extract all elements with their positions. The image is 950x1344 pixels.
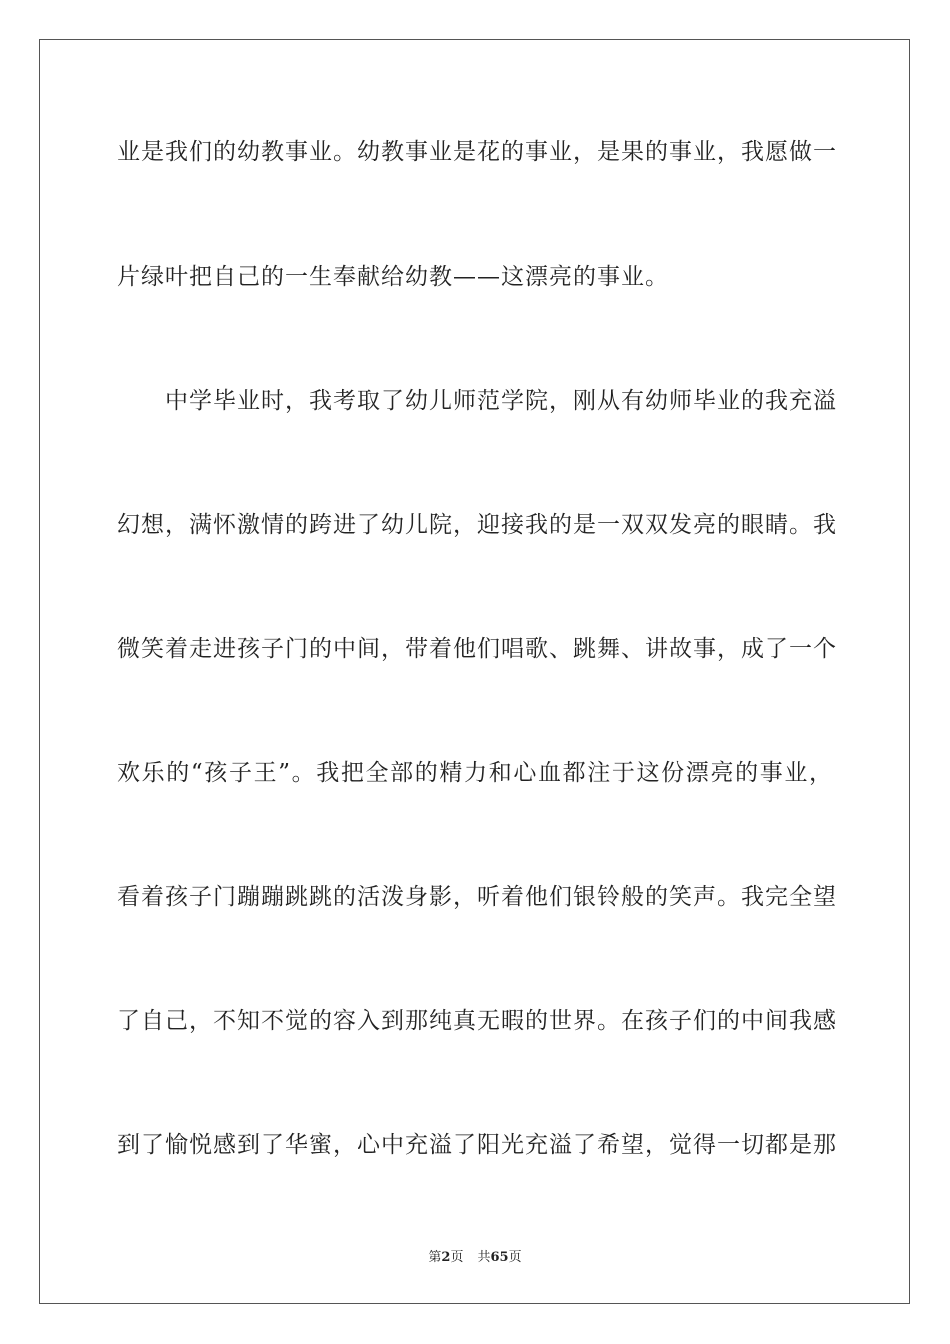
page-number: 2 [441, 1250, 451, 1265]
total-suffix: 页 [508, 1250, 522, 1265]
text-line-2: 片绿叶把自己的一生奉献给幼教——这漂亮的事业。 [117, 264, 669, 290]
text-line-1: 业是我们的幼教事业。幼教事业是花的事业，是果的事业，我愿做一 [117, 139, 837, 165]
page-border [39, 39, 910, 1304]
text-line-5: 微笑着走进孩子门的中间，带着他们唱歌、跳舞、讲故事，成了一个 [117, 636, 837, 662]
text-line-8: 了自己，不知不觉的容入到那纯真无暇的世界。在孩子们的中间我感 [117, 1008, 837, 1034]
page-suffix: 页 [450, 1250, 464, 1265]
text-line-7: 看着孩子门蹦蹦跳跳的活泼身影，听着他们银铃般的笑声。我完全望 [117, 884, 837, 910]
total-prefix: 共 [477, 1250, 491, 1265]
text-line-9: 到了愉悦感到了华蜜，心中充溢了阳光充溢了希望，觉得一切都是那 [117, 1132, 837, 1158]
total-pages: 65 [490, 1250, 509, 1265]
text-line-3: 中学毕业时，我考取了幼儿师范学院，刚从有幼师毕业的我充溢 [165, 388, 837, 414]
text-line-4: 幻想，满怀激情的跨进了幼儿院，迎接我的是一双双发亮的眼睛。我 [117, 512, 837, 538]
page-prefix: 第 [428, 1250, 442, 1265]
page-footer [0, 1249, 950, 1267]
text-line-6: 欢乐的“孩子王”。我把全部的精力和心血都注于这份漂亮的事业， [117, 760, 833, 786]
